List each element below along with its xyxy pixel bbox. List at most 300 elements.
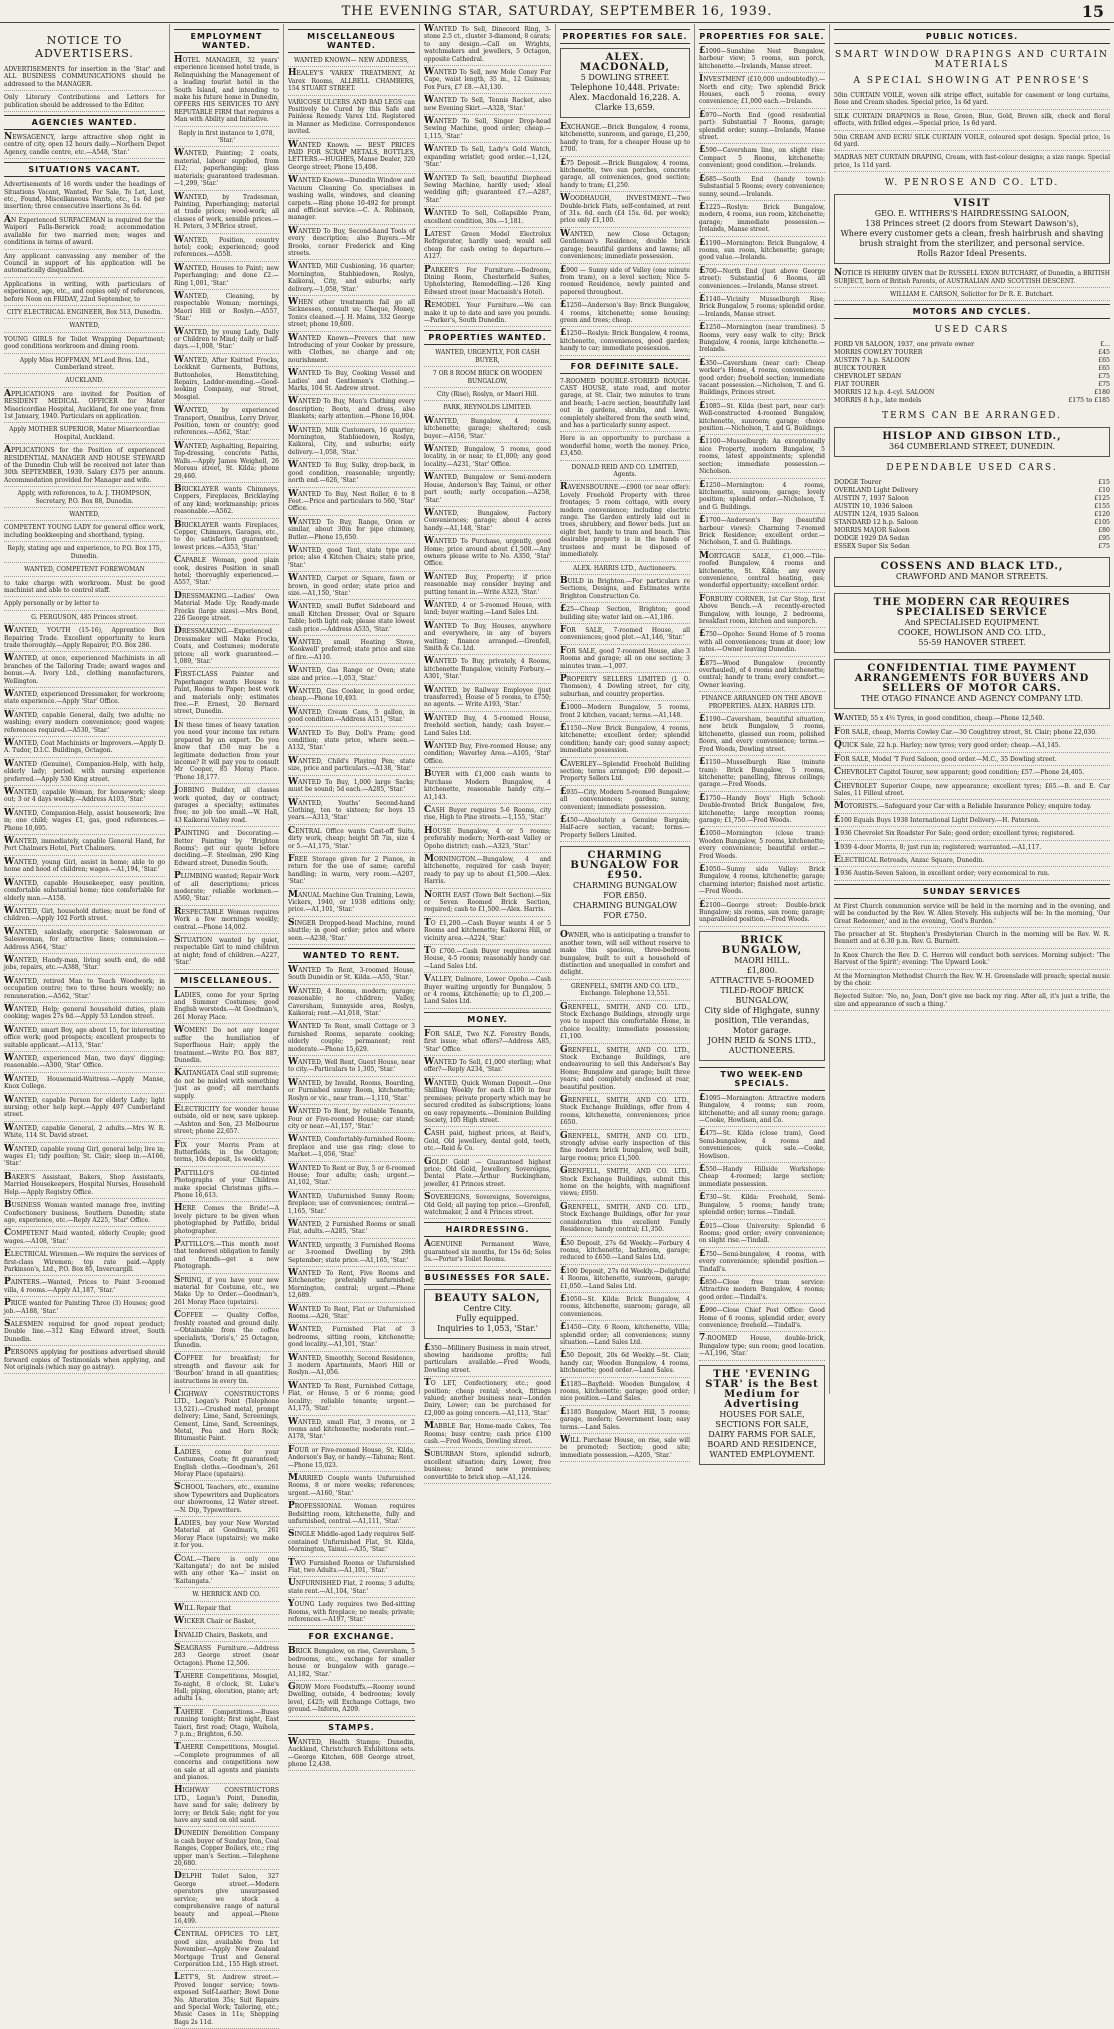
classified-ad [560,124,690,157]
ad-initial-letter: 1 [834,841,841,852]
classified-ad [699,173,825,201]
ad-initial-letter: W [4,807,15,818]
classified-ad [424,976,551,1009]
ad-text: ROFESSIONAL Woman requires Bedsitting room, kitchenette, fully and unfurnished, central.—A1,111, 'Star.' [288,1503,415,1525]
ad-text: 1185 Bungalow, Maori Hill, 5 rooms; garage, modern; Government loan; easy terms.—Land Sales. [560,1408,690,1431]
ad-initial-letter: S [174,1274,181,1285]
ad-initial-letter: £ [699,1164,706,1175]
ad-initial-letter: P [174,871,181,882]
display-advertisement [560,48,690,118]
ad-text: ANTED, Milk Customers, 16 quarter; Mornington, Stabbiedown, Roslyn, Kaikorai, City, and suburbs; early delivery.—1,058, 'Star.' [288,426,415,456]
ad-initial-letter: H [424,825,433,836]
ad-text: ELPHI Toilet Salon, 327 George street.—Modern operators give unsurpassed service; we stock a comprehensive range of natural beauty and appeal.—Phone 16,499. [174,1873,279,1925]
ad-text: ANTED To Rent, small Cottage or 3 furnished Rooms, separate cooking; elderly couple; permanent; rent moderate.—Phone 15,629. [288,1023,415,1053]
ad-initial-letter: £ [699,479,706,490]
ad-initial-letter: W [288,1218,299,1229]
ad-initial-letter: W [174,234,185,245]
classified-ad [834,726,1110,739]
ad-initial-letter: W [288,965,299,975]
ad-text: PPLICATIONS for the Position of experienced RESIDENTIAL MANAGER AND HOUSE STEWARD of the Dunedin Club will be received not later than 30th SEPTEMBER, 1939. Salary £375 per annum. Accommodation provided for Manager and wife. [4,447,165,484]
classified-ad [424,599,551,620]
ad-text: 1700—Anderson's Bay (beautiful harbour views): Charming 7-roomed Brick Residence; excellent order.—Nicholson, T. and G. Buildings. [699,517,825,547]
ad-initial-letter: W [174,1602,185,1613]
ad-text: PRING, if you have your new material for Costume, etc., we Make Up to Order.—Goodman's, 261 Moray Place (upstairs). [174,1276,279,1306]
ad-text: AINTING and Decorating.—Better Painting by 'Brighton Rooms'; get our quote before deciding.—F. Steelman, 290 King Edward street, Dunedin South. [174,830,279,867]
car-name: MORRIS 12 h.p. 4-cyl. SALOON [834,389,935,397]
classified-ad [560,1130,690,1166]
ad-initial-letter: £ [699,792,706,803]
ad-initial-letter: W [174,191,185,202]
classified-ad [424,370,551,388]
ad-text: ANTED, Cleaning, by respectable Woman; mornings, Maori Hill or Roslyn.—A557, 'Star.' [174,292,279,323]
classified-ad [699,357,825,400]
ad-text: OTICE IS HEREBY GIVEN that Dr RUSSELL EXON BUTCHART, of Dunedin, a BRITISH SUBJECT, born of British Parents, of AUSTRALIAN AND SCOTTISH DESCENT. [834,270,1110,285]
ad-text: ATTILLO'S Oil-tinted Photographs of your Children make special Christmas gifts.—Phone 16,613. [174,1169,279,1199]
classified-ad [288,797,415,825]
ad-initial-letter: M [834,801,844,812]
display-heading: DEPENDABLE USED CARS. [886,463,1058,474]
ad-initial-letter: S [174,935,181,946]
classified-ad [4,856,165,877]
classified-ad [424,1451,551,1484]
classified-ad [699,237,825,265]
ad-text: RENFELL, SMITH, AND CO. LTD., Stock Exchange Buildings, submit this home on the heights, with magnificent views; £950. [560,1168,690,1198]
classified-ad [174,1873,279,1928]
ad-text: N these times of heavy taxation you need your income tax return prepared by an expert. Do you know that £50 may be a legitimate deduction from your income? It will pay you to consult Mr Cooper, 85 Moray Place. 'Phone 18,177. [174,721,279,781]
ad-initial-letter: W [4,653,15,664]
classified-ad [699,438,825,478]
display-ad-line: CHARMING BUNGALOW FOR £750. [572,901,678,921]
classified-ad [288,1580,415,1598]
classified-ad [424,771,551,804]
classified-ad [4,1230,165,1248]
classified-ad [424,1423,551,1448]
ad-initial-letter: T [174,1706,181,1717]
ad-text: ANTED Known. — BEST PRICES PAID FOR SCRAP METALS, BOTTLES, LETTERS.—HUGHES, Manse Dealer, 320 George street; Phone 15,408. [288,141,415,171]
ad-initial-letter: O [560,930,568,941]
classified-ad [288,1023,415,1056]
ad-text: ANTED To Sell, Tennis Racket, also new Evening Skirt.—A328, 'Star.' [424,97,551,112]
ad-text: WILLIAM E. CARSON, Solicitor for Dr R. E. Butchart. [890,291,1054,299]
ad-text: OAL.—There is only one 'Kaitangata'; do not be misled with any other 'Ka—' insist on 'Kaitangata.' [174,1555,279,1585]
classified-ad [4,709,165,737]
ad-initial-letter: W [288,706,299,717]
classified-ad [288,139,415,175]
display-advertisement [699,931,825,1061]
ad-text: O LET, Confectionery, etc.; good position; cheap rental; stock, fittings valued; another business near—London Dairy, Lower; can be purchased for £2,000 as going concern.—A1,113, 'Star.' [424,1380,551,1417]
ad-text: LECTRICITY for wonder house outside, old or new, save upkeep.—Ashton and Son, 23 Melbourne street; phone 22,657. [174,1105,279,1136]
classified-ad [174,1830,279,1870]
ad-initial-letter: W [288,488,299,499]
masthead [0,0,1114,23]
classified-ad [4,1202,165,1227]
ad-text: ANTED, capable Woman, for housework; sleep out; 3 or 4 days weekly.—Address A103, 'Star.' [4,789,165,804]
ad-text: EWSAGENCY, large attractive shop right in centre of city, open 12 hours daily.—Northern Depot Agency, candle centre, etc.—A548, 'Star.' [4,134,165,156]
section-heading: PROPERTIES FOR SALE. [560,29,690,44]
classified-ad [699,593,825,629]
classified-ad [699,1092,825,1128]
ad-text: 1150—Musselburgh Rise (minute tram): Brick Bungalow, 5 rooms, kitchenette; panelling, fibrous ceilings; garage.—Fred Woods. [699,759,825,789]
ad-initial-letter: W [424,507,435,518]
classified-ad [424,349,551,367]
ad-text: OFFEE for breakfast; for strength and flavour ask for 'Bourbon' brand in all quantities; instructions in every tin. [174,1355,279,1385]
ad-initial-letter: W [288,1134,299,1145]
ad-text: ANTED, 4 Rooms, modern; garage; reasonable; no children; Valley, Caversham, Sunnyside area, Roslyn, Kaikorai; rent.—A1,018, 'Star.' [288,987,415,1018]
classified-ad [424,391,551,401]
ad-text: ANTED To Rent, Flat or Unfurnished Rooms.—A26, 'Star.' [288,1305,415,1321]
ad-text: WO Furnished Rooms or Unfurnished Flat, two Adults.—A1,101, 'Star.' [288,1559,415,1574]
price-row [834,535,1110,543]
ad-text: OMPETENT Maid wanted, elderly Couple; good wages.—A108, 'Star.' [4,1230,165,1245]
classified-ad [288,1684,415,1717]
classified-ad [174,354,279,404]
classified-ad [560,645,690,673]
classified-ad [288,1557,415,1578]
classified-ad [174,1673,279,1706]
ad-text: ARRIED Couple wants Unfurnished Rooms, 8 or more weeks; references; urgent.—A160, 'Star.' [288,1474,415,1497]
ad-initial-letter: W [424,1077,435,1088]
ad-initial-letter: B [4,1171,12,1182]
ad-initial-letter: W [424,656,435,667]
ad-text: 1250—Mornington (near tramlines). 5 Rooms, very easy walk to city; Brick Bungalow, 4 rooms, large kitchenette.—Irelands. [699,324,825,354]
ad-text: AHERE Competitions, Mosgiel.—Complete programmes of all concerns and competitions now on sale at all agents and pianists and pianos. [174,1744,279,1781]
ad-text: OBBING Builder, all classes work quoted, day or contract; garages a specialty; estimates free; no job too small.—W. Hall, 43 Kaikorai Valley road. [174,787,279,824]
ad-text: ANTED, small Buffet Sideboard and small Kitchen Dresser, Oval or Square Table; both light oak; please state lowest cash price.—Address A535, 'Star.' [288,603,415,633]
ad-text: ANTED To Sell, Lady's Gold Watch, expanding wristlet; good order.—1,124, 'Star.' [424,146,551,169]
ad-initial-letter: W [174,290,185,301]
ad-text: EMODEL Your Furniture.—We can make it up to date and save you pounds.—Parker's, South Dunedin. [424,302,551,324]
ad-initial-letter: C [424,804,432,815]
ad-initial-letter: W [424,536,435,547]
ad-initial-letter: A [4,445,11,456]
ad-text: IGHWAY CONSTRUCTORS LTD., Logan's Point (Telephone 13,521).—Crushed metal, prompt delivery; Lime, Sand, Screenings, Cement, Lime, Sand, Screenings, Metal, Pea and Horn Rock; Bitumastic Paint. [174,1390,279,1443]
ad-initial-letter: J [174,785,179,796]
ad-initial-letter: F [424,1028,431,1039]
ad-initial-letter: £ [699,173,706,184]
ad-initial-letter: H [174,55,183,65]
classified-ad [834,841,1110,854]
ad-text: ORNINGTON.—Bungalow, 4 and kitchenette, required for cash buyer; ready to pay up to about £1,500.—Alex. Harris. [424,855,551,886]
ad-text: ANTED, Gas Cooker, in good order, cheap.—Phone 10,493. [288,688,415,703]
section-heading: EMPLOYMENT WANTED. [174,29,279,53]
ad-text: ILL Purchase House, on rise, sale will be promoted; Section; good site; immediate possession.—A205, 'Star.' [560,1437,690,1459]
classified-ad [288,225,415,261]
ad-initial-letter: S [424,1449,431,1460]
ad-initial-letter: H [174,1203,183,1214]
classified-ad [4,545,165,563]
ad-text: ANTED Known—Dunedin Window and Vacuum Cleaning Co. specialises in washing walls, windows, and cleaning carpets.—Ring phone 10-492 for prompt and efficient service.—C. A. Robinson, manager. [288,177,415,222]
classified-ad [174,1787,279,1827]
classified-ad [424,146,551,171]
ad-initial-letter: D [174,626,182,637]
ad-text: ANTED, experienced Dressmaker, for workroom; state experience.—Apply 'Star' Office. [4,690,165,706]
ad-initial-letter: G [560,1001,568,1012]
ad-initial-letter: B [560,575,568,586]
ad-initial-letter: £ [699,145,706,156]
ad-text: Apply, with references, to A. J. THOMPSON, Secretary, P.O. Box 88, Dunedin. [17,490,152,505]
ad-initial-letter: £ [699,1128,706,1139]
ad-initial-letter: B [174,483,182,494]
ad-text: LECTRICAL Retreads, Anzac Square, Dunedin. [840,856,985,864]
price-row [834,381,1110,389]
ad-text: 100 Equals Buys 1938 International Light Delivery.—H. Paterson. [840,816,1040,824]
display-ad-line: SECTIONS FOR SALE, [715,1419,809,1429]
ad-text: At First Church communion service will be held in the morning and in the evening, and will be conducted by the Rev. W. Allen Stevely. His subjects will be: In the morning, 'Our Great Redeemer,' and in the evening, 'God's Burden.' [834,902,1110,925]
ad-initial-letter: C [174,1353,182,1364]
classified-ad [288,706,415,727]
ad-text: ASH Buyer requires 5-6 Rooms, city rise, High to Pine streets.—1,155, 'Star.' [424,806,551,822]
ad-initial-letter: W [174,262,185,273]
ad-initial-letter: W [174,440,185,451]
classified-ad [4,336,165,354]
classified-ad [4,926,165,954]
classified-ad [174,937,279,970]
classified-ad [4,447,165,487]
ad-initial-letter: P [4,1298,11,1309]
ad-text: ALESMEN required for good repeat product; Double line.—312 King Edward street, South Dunedin. [4,1320,165,1343]
ad-initial-letter: W [424,95,435,106]
classified-ad [288,917,415,945]
ad-text: XCHANGE.—Brick Bungalow, 4 rooms, kitchenette, sunroom, and garage, £1,250, handy to tram, for a cheaper House up to £700. [560,124,690,154]
classified-ad [834,952,1110,970]
ad-text: WANTED, [69,322,100,330]
ad-text: 750—Semi-bungalow, 4 rooms, with every convenience; splendid position.—Tindall's. [699,1250,825,1273]
car-price: £120 [1094,511,1110,519]
ad-initial-letter: A [424,1239,431,1250]
display-ad-line: COOKE, HOWLISON AND CO. LTD., [897,628,1047,638]
ad-initial-letter: £ [560,1293,567,1304]
ad-text: 1250—Roslyn: Brick Bungalow, 4 rooms, kitchenette, conveniences, good garden; handy to car; immediate possession. [560,330,690,353]
ad-initial-letter: W [288,1190,299,1201]
ad-text: 7-ROOMED DOUBLE-STORIED ROUGH-CAST HOUSE, state road, and motor garage, at St. Clair, two minutes to tram and beach; 1-acre section, beautifully laid out in gardens, shrubs, and lawn; completely sheltered from the south wind, and has a particularly sunny aspect. [560,377,690,429]
ad-initial-letter: N [424,889,433,900]
classified-ad [834,742,1110,752]
ad-initial-letter: P [560,673,567,684]
classified-ad [699,792,825,828]
ad-initial-letter: W [4,954,15,965]
ad-text: ANTED, Houses to Paint; new Paperhanging; and done £2.—Ring 1,001, 'Star.' [174,264,279,287]
ad-text: City (Rise), Roslyn, or Maori Hill. [436,391,539,399]
classified-ad [4,511,165,521]
classified-ad [699,324,825,357]
ad-text: ANTED Known—Prevers that new Introducing of your Cooker by pressure, with Clothes, no charge and on; nourishment. [288,334,415,364]
classified-ad [834,291,1110,301]
classified-ad [174,1520,279,1553]
car-name: MORRIS MAJOR Saloon [834,527,910,535]
ad-text: ANTED, Bungalow, 4 rooms, kitchenette; garage; sheltered; cash buyer.—A156, 'Star.' [424,417,551,440]
classified-ad [834,753,1110,766]
ad-text: OUSE Bungalow, 4 or 5 rooms; preferably modern; North-east Valley or Opoho district; cash.—A323, 'Star.' [424,827,551,850]
ad-initial-letter: D [174,1871,182,1882]
ad-initial-letter: D [174,1828,182,1839]
section-heading: PUBLIC NOTICES. [834,29,1110,44]
ad-text: ANTED, After Knitted Frocks, Lockknit Garments, Buttons, Buttonholes, Hemstitching, Repairs, Ladder-mending.—Good-looking Company, our Street, Mosgiel. [174,356,279,401]
ad-text: ANTED, capable General, daily, two adults; no washing; every modern convenience; good wages; references required.—A530, 'Star.' [4,711,165,734]
ad-initial-letter: W [4,1094,15,1105]
ad-initial-letter: T [174,1671,181,1682]
classified-ad [288,1162,415,1190]
ad-initial-letter: G [560,1044,568,1055]
ad-text: 1100—Musselburgh: An exceptionally nice Property, modern Bungalow, 5 rooms, latest appointments; splendid section; immediate possession.—Nicholson. [699,438,825,476]
ad-initial-letter: G [560,1201,568,1212]
ad-text: 25—Cheap Section, Brighton; good building site; water laid on.—A1,186. [560,606,690,621]
ad-text: 1750—Handy Boys' High School: Double-fronted Brick Bungalow, five, kitchenette; large reception rooms; garage; £1,750.—Fred Woods. [699,794,825,824]
classified-ad [4,614,165,624]
car-price: £10 [1098,487,1110,495]
ad-initial-letter: W [174,405,185,416]
ad-initial-letter: £ [560,1237,567,1248]
ad-initial-letter: W [424,208,435,219]
ad-text: IGHWAY CONSTRUCTORS LTD., Logan's Point, Dunedin, have sand for sale; delivery by lorry; or Brick Sale; right for you have any sand on old sand. [174,1787,279,1825]
classified-ad [560,758,690,786]
ad-initial-letter: 7 [699,1333,706,1344]
classified-ad [174,150,279,190]
ad-text: ANTED, capable young Girl, general help; live in; wages £1; tidy position; St. Clair; sleep in.—A166, 'Star.' [4,1145,165,1168]
ad-text: 990—Close Chief Post Office: Good Home of 6 rooms, splendid order, every convenience; freehold.—Tindall's. [699,1307,825,1329]
classified-ad [174,191,279,234]
ad-initial-letter: R [174,906,182,917]
ad-initial-letter: £ [699,1248,706,1259]
display-advertisement [834,194,1110,264]
ad-initial-letter: Q [834,740,842,751]
classified-ad [4,758,165,786]
section-heading: MISCELLANEOUS WANTED. [288,29,415,53]
classified-ad [424,1077,551,1127]
ad-initial-letter: S [4,1318,11,1329]
display-ad-line: CRAWFORD AND MANOR STREETS. [895,572,1049,582]
classified-ad [4,975,165,1003]
ad-text: ERE Comes the Bride!—A lovely picture to be given when photographed by Pattillo, bridal photographer. [174,1205,279,1235]
display-ad-line: 138 Princes street (2 doors from Stewart Dawson's), [865,219,1079,229]
ad-initial-letter: R [560,482,568,493]
ad-text: ANTED To Buy, Sulky, drop-back, in good condition, reasonable; urgently; north end.—626, 'Star.' [288,462,415,485]
ad-text: ANTED, YOUTH (15-16), Apprentice Box Repairing Trade. Excellent opportunity to learn trade thoroughly.—Apply Repairer, P.O. Box 286. [4,627,165,649]
ad-text: Apply Miss HOFFMAN, M'Leod Bros. Ltd., Cumberland street. [19,356,150,371]
ad-initial-letter: L [174,1446,181,1457]
ad-text: ANTED, urgently, 3 Furnished Rooms or 3-roomed Dwelling by 29th September; state price.—A1,165, 'Star.' [288,1241,415,1264]
ad-text: ANTED To Sell, Collapsible Pram, excellent condition, 30s.—1,181. [424,210,551,225]
ad-initial-letter: P [288,1501,295,1512]
classified-ad [288,825,415,853]
price-row [834,495,1110,503]
ad-text: ENTRAL OFFICES TO LET, good size, available from 1st November.—Apply New Zealand Mortgage Trust and General Corporation Ltd., 155 High street. [174,1931,279,1968]
ad-text: ANTED To Rent, 3-roomed House, South Dunedin or St. Kilda.—A55, 'Star.' [288,967,415,982]
ad-text: ATEST Green Model Electrolux Refrigerator, hardly used; would sell cheap for cash owing to departure.—A127. [424,230,551,261]
classified-ad [288,177,415,224]
classified-ad [424,684,551,712]
ad-initial-letter: £ [560,1406,567,1417]
price-row [834,519,1110,527]
ad-text: WANTED KNOWN— NEW ADDRESS, [294,57,409,64]
section-heading: MONEY. [424,1012,551,1027]
ad-text: RICK Bungalow, on rise, Caversham, 5 bedrooms, etc., exchange for smaller house or bungalow with garage.—A1,182, 'Star.' [288,1648,415,1678]
display-ad-line: CONFIDENTIAL TIME PAYMENT ARRANGEMENTS FOR BUYERS AND SELLERS OF MOTOR CARS. [854,663,1090,695]
classified-ad [560,1324,690,1349]
ad-text: 7 OR 8 ROOM BRICK OR WOODEN BUNGALOW, [432,370,543,385]
classified-ad [4,838,165,856]
ad-initial-letter: £ [699,899,706,910]
classified-ad [174,1205,279,1238]
ad-text: AKER'S Assistant, Bakers, Shop Assistants, Married Housekeepers, Hospital Nurses, Household Help.—Apply Registry Office. [4,1173,165,1196]
ad-initial-letter: C [834,767,842,778]
ad-text: LECTRICAL Wiremen.—We require the services of first-class Wiremen; top rate paid.—Apply Parkinson's, Ltd., P.O. Box 85, Invercargill. [4,1251,165,1273]
ad-text: ANTED, immediately, capable General Hand, for Port Chalmers Hotel, Port Chalmers. [4,838,165,853]
car-name: OVERLAND Light Delivery [834,487,919,495]
display-ad-line: DAIRY FARMS FOR SALE, [708,1429,816,1439]
car-name: ESSEX Super Six Sedan [834,543,910,551]
ad-initial-letter: W [174,1025,185,1036]
ad-text: 50in CURTAIN VOILE, woven silk stripe effect, suitable for casement or long curtains, Rose and Cream shades. Special price, 1s 6d yard. [834,92,1110,107]
classified-ad [424,507,551,535]
classified-ad [424,1130,551,1155]
classified-ad [424,415,551,443]
classified-ad [4,94,165,112]
classified-ad [288,1218,415,1239]
classified-ad [174,519,279,555]
ad-text: ABBLE Bar, Home-made Cakes, Tea Rooms; busy centre; cash price £100 cash.—Fred Woods, Dowling street. [424,1423,551,1446]
classified-ad [288,853,415,889]
ad-text: ANTED (Genuine), Companion-Help, with help, elderly lady; period; with nursing experience preferred.—Apply 530 King street. [4,760,165,783]
classified-ad [834,715,1110,725]
ad-initial-letter: W [424,444,435,455]
classified-ad [699,1307,825,1332]
classified-ad [4,1094,165,1122]
ad-text: 936 Austin-Seven Saloon, in excellent order; very economical to run. [840,870,1050,878]
ad-initial-letter: £ [699,863,706,874]
ad-text: REE Storage given for 2 Pianos, in return for the use of same; careful handling; in warm, very room.—A207, 'Star.' [288,855,415,886]
car-price: £75 [1098,543,1110,551]
classified-ad [424,889,551,917]
classified-ad [174,1642,279,1670]
classified-ad [174,1484,279,1517]
ad-text: NVALID Chairs, Baskets, and [178,1631,268,1639]
ad-text: ORBURY CORNER, 1st Car Stop, first Above Bench.—A recently-erected Bungalow, with lounge, 2 bedrooms, breakfast room, kitchen and sunporch. [699,595,825,625]
classified-ad [560,378,690,433]
price-row [834,527,1110,535]
classified-ad [4,789,165,807]
car-name: AUSTIN 7 h.p. SALOON [834,357,910,365]
ad-initial-letter: F [834,726,841,737]
ad-text: 75 Deposit.—Brick Bungalow, 4 rooms, kitchenette, two sun porches, concrete garage, all conveniences, good section; handy to tram; £1,250. [560,159,690,189]
ad-text: ANTED To Rent, by reliable Tenants, Four or Five-roomed House; car stand; city or near.—A1,157, 'Star.' [288,1108,415,1130]
classified-ad [560,264,690,300]
display-ad-line: HISLOP AND GIBSON LTD., [882,431,1062,443]
classified-ad [834,973,1110,991]
classified-ad [4,1349,165,1374]
classified-ad [174,290,279,326]
classified-ad [834,270,1110,288]
ad-text: Apply personally or by letter to [4,600,99,608]
classified-ad [424,1380,551,1420]
ad-text: ANTED, 4 or 5-roomed House, with land; buyer waiting.—Land Sales Ltd. [424,601,551,617]
ad-text: ANTED To Sell, Singer Drop-head Sewing Machine, good order; cheap.—1,115, 'Star.' [424,118,551,140]
ad-initial-letter: W [4,1073,15,1084]
classified-ad [4,1055,165,1073]
ad-text: 1000—Modern Bungalow, 5 rooms, front 2 kitchen, vacant; terms.—A1,148. [560,704,690,719]
ad-text: 730—St. Kilda: Freehold, Semi-Bungalow, 5 rooms; handy tram; splendid order; terms.—Tindall. [699,1194,825,1217]
classified-ad [288,1352,415,1380]
classified-ad [560,1352,690,1377]
section-heading: PROPERTIES WANTED. [424,330,551,345]
ad-initial-letter: W [288,776,299,787]
ad-initial-letter: A [4,388,11,399]
ad-initial-letter: W [288,1239,299,1250]
ad-initial-letter: B [288,1646,296,1657]
ad-text: RICKLAYER wants Fireplaces, Copper, Chimneys, Garages, etc., to do; satisfaction guaranteed; lowest prices.—A353, 'Star.' [174,521,279,551]
classified-ad [560,725,690,758]
classified-ad [174,130,279,148]
ad-text: 936 Chevrolet Six Roadster For Sale; good order; excellent tyres; registered. [840,830,1075,838]
